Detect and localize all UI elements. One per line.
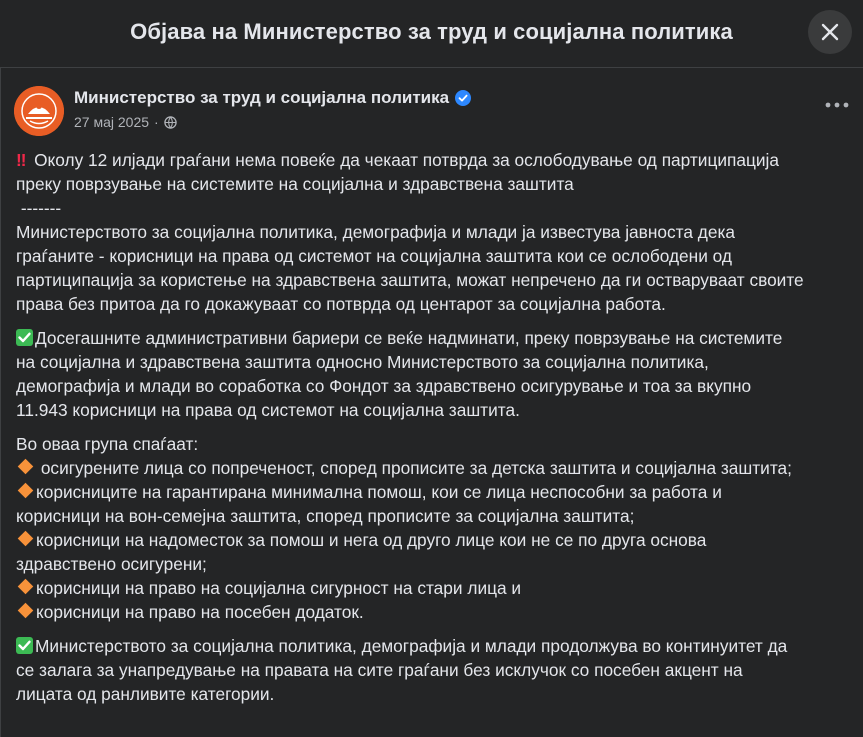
para1-line-4: права без притоа да го докажуваат со потврда од центарот за социјална работа. — [16, 294, 666, 314]
close-icon — [820, 22, 840, 42]
intro-divider: ------- — [20, 198, 62, 218]
group-item-4: корисници на право на социјална сигурност на стари лица и — [16, 576, 851, 600]
paragraph-3 — [16, 634, 851, 706]
avatar[interactable] — [14, 86, 64, 136]
para1-line-2: граѓаните - корисници на права од системот на социјална заштита кои се ослободени од — [16, 246, 732, 266]
para1-line-3: партиципација за користење на здравствена заштита, можат непречено да ги остваруваат своите — [16, 270, 804, 290]
post — [0, 68, 863, 737]
intro-line-2: преку поврзување на системите на социјална и здравствена заштита — [16, 174, 574, 194]
group-intro: Во оваа група спаѓаат: — [16, 434, 199, 454]
dialog-title: Објава на Министерство за труд и социјална политика — [130, 19, 733, 44]
paragraph-2 — [16, 326, 851, 422]
post-body — [16, 148, 851, 716]
check-mark-icon — [16, 329, 33, 346]
ministry-emblem-icon — [14, 86, 64, 136]
post-date[interactable]: 27 мај 2025 — [74, 114, 150, 130]
orange-diamond-icon — [18, 483, 34, 499]
para3-line-3: лицата од ранливите категории. — [16, 684, 275, 704]
para3-line-2: се залага за унапредување на правата на сите граѓани без исклучок со посебен акцент на — [16, 660, 743, 680]
para1-line-1: Министерството за социјална политика, демографија и млади ја известува јавноста дека — [16, 222, 736, 242]
intro-paragraph — [16, 148, 851, 316]
group-item-3-cont: здравствено осигурени; — [16, 554, 207, 574]
para2-line-2: на социјална и здравствена заштита односно Министерството за социјална политика, — [16, 352, 709, 372]
orange-diamond-icon — [18, 603, 34, 619]
post-meta — [74, 114, 177, 130]
close-button[interactable] — [808, 10, 852, 54]
check-mark-icon — [16, 637, 33, 654]
post-author[interactable] — [74, 88, 471, 108]
para2-line-3: демографија и млади во соработка со Фондот за здравствено осигурување и тоа за вкупно — [16, 376, 752, 396]
group-item-3: корисници на надоместок за помош и нега од друго лице кои не се по друга основа — [16, 528, 851, 552]
group-list — [16, 432, 851, 624]
double-exclamation-icon: ‼ — [16, 150, 25, 170]
more-options-icon — [825, 102, 849, 108]
orange-diamond-icon — [18, 579, 34, 595]
globe-icon — [164, 116, 177, 129]
author-name[interactable]: Министерство за труд и социјална политика — [74, 88, 450, 107]
intro-line-1: ‼ Околу 12 илјади граѓани нема повеќе да чекаат потврда за ослободување од партиципација — [16, 150, 779, 170]
group-item-5: корисници на право на посебен додаток. — [16, 600, 851, 624]
more-options-button[interactable] — [819, 94, 855, 116]
para3-line-1: Министерството за социјална политика, демографија и млади продолжува во континуитет да — [16, 634, 851, 658]
meta-separator: · — [154, 114, 159, 130]
para2-line-1: Досегашните административни бариери се веќе надминати, преку поврзување на системите — [16, 326, 851, 350]
group-item-2-cont: корисници на вон-семејна заштита, според прописите за социјална заштита; — [16, 506, 635, 526]
dialog-header — [0, 0, 863, 68]
group-item-1: осигурените лица со попреченост, според прописите за детска заштита и социјална заштита; — [16, 456, 851, 480]
orange-diamond-icon — [18, 531, 34, 547]
orange-diamond-icon — [18, 459, 34, 475]
para2-line-4: 11.943 корисници на права од системот на социјална заштита. — [16, 400, 520, 420]
group-item-2: корисниците на гарантирана минимална помош, кои се лица неспособни за работа и — [16, 480, 851, 504]
verified-badge-icon — [455, 90, 471, 106]
